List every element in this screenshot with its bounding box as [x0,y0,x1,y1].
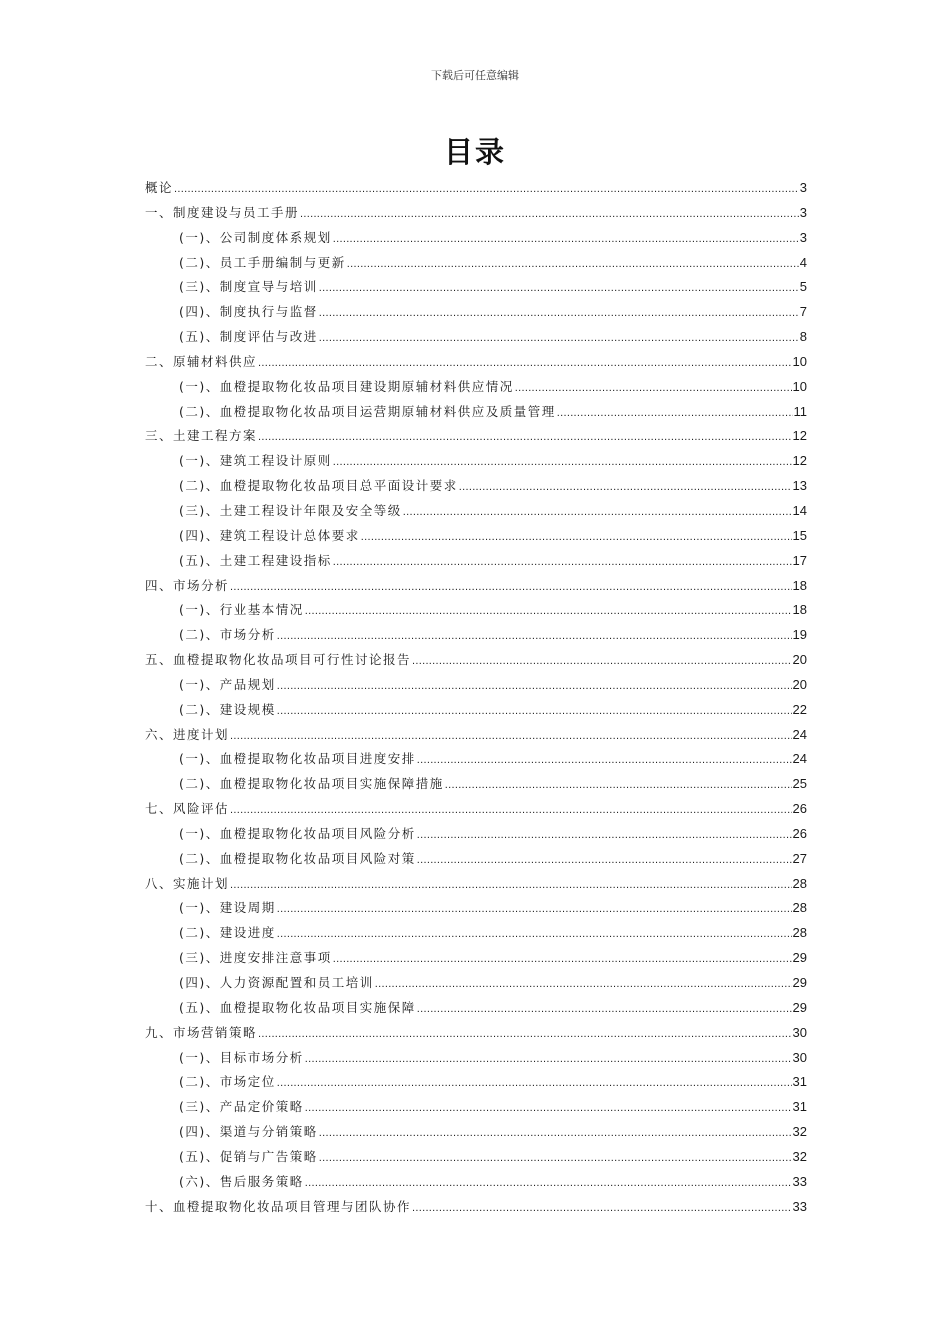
toc-leader-dots [305,1171,792,1196]
toc-entry-title: 七、风险评估 [145,801,230,817]
toc-leader-dots [375,972,792,997]
toc-entry-title: 二、原辅材料供应 [145,353,258,369]
toc-page-number: 18 [792,577,807,593]
toc-leader-dots [319,326,799,351]
toc-entry-title: (一)、产品规划 [179,676,276,692]
toc-entry-title: (三)、进度安排注意事项 [179,950,332,966]
toc-page-number: 10 [792,353,807,369]
toc-entry-title: 一、制度建设与员工手册 [145,204,300,220]
toc-leader-dots [258,425,792,450]
toc-page-number: 32 [792,1148,807,1164]
toc-entry-title: (一)、行业基本情况 [179,602,304,618]
toc-page-number: 32 [792,1124,807,1140]
toc-page-number: 8 [799,329,807,345]
toc-entry-title: (一)、血橙提取物化妆品项目进度安排 [179,751,416,767]
toc-leader-dots [417,823,792,848]
toc-entry-title: (一)、目标市场分析 [179,1049,304,1065]
toc-page-number: 24 [792,726,807,742]
toc-entry-title: (二)、员工手册编制与更新 [179,254,346,270]
toc-page-number: 26 [792,825,807,841]
toc-entry[interactable] [145,201,807,226]
toc-page-number: 11 [793,403,807,419]
toc-entry[interactable] [145,1021,807,1046]
toc-page-number: 29 [792,975,807,990]
toc-page-number: 5 [799,279,807,295]
toc-entry-title: 六、进度计划 [145,726,230,742]
toc-entry-title: (五)、促销与广告策略 [179,1148,318,1164]
toc-entry[interactable] [145,176,807,201]
toc-entry[interactable] [145,275,807,300]
toc-entry-title: (二)、血橙提取物化妆品项目总平面设计要求 [179,478,458,494]
toc-entry[interactable] [145,648,807,673]
toc-leader-dots [277,674,792,699]
toc-page-number: 13 [792,478,807,494]
toc-entry-title: (六)、售后服务策略 [179,1173,304,1189]
toc-leader-dots [300,202,799,227]
toc-leader-dots [333,550,792,575]
toc-leader-dots [333,227,799,252]
toc-page-number: 33 [792,1173,807,1189]
toc-page-number: 31 [792,1099,807,1115]
toc-leader-dots [277,699,792,724]
toc-entry-title: (二)、血橙提取物化妆品项目运营期原辅材料供应及质量管理 [179,403,556,419]
toc-page-number: 17 [792,552,807,568]
toc-entry-title: 五、血橙提取物化妆品项目可行性讨论报告 [145,652,412,668]
toc-entry-title: (四)、人力资源配置和员工培训 [179,975,374,990]
toc-entry[interactable] [145,1095,807,1120]
toc-leader-dots [230,724,792,749]
toc-leader-dots [319,276,799,301]
toc-entry-title: 四、市场分析 [145,577,230,593]
toc-page-number: 30 [792,1049,807,1065]
toc-entry[interactable] [145,921,807,946]
toc-entry[interactable] [145,574,807,599]
toc-entry[interactable] [145,499,807,524]
toc-entry[interactable] [145,1070,807,1095]
toc-page-number: 18 [792,602,807,618]
toc-leader-dots [417,848,792,873]
toc-leader-dots [459,475,792,500]
toc-page-number: 28 [792,875,807,891]
toc-page-number: 22 [792,701,807,717]
table-of-contents [145,176,807,1219]
toc-page-number: 27 [792,850,807,866]
toc-entry-title: (二)、建设进度 [179,925,276,941]
toc-entry-title: (二)、血橙提取物化妆品项目风险对策 [179,850,416,866]
toc-entry[interactable] [145,698,807,723]
toc-entry[interactable] [145,350,807,375]
toc-page-number: 20 [792,652,807,668]
toc-entry-title: (三)、土建工程设计年限及安全等级 [179,502,402,518]
toc-entry[interactable] [145,251,807,276]
toc-page-number: 3 [799,204,807,220]
toc-leader-dots [417,997,792,1022]
toc-leader-dots [445,773,792,798]
toc-entry-title: 八、实施计划 [145,875,230,891]
toc-entry[interactable] [145,623,807,648]
toc-entry-title: (一)、血橙提取物化妆品项目建设期原辅材料供应情况 [179,378,514,394]
toc-entry[interactable] [145,400,807,425]
toc-page-number: 3 [799,180,807,195]
toc-entry-title: (二)、市场分析 [179,627,276,643]
toc-entry-title: (五)、土建工程建设指标 [179,552,332,568]
toc-leader-dots [333,947,792,972]
toc-leader-dots [319,301,799,326]
toc-leader-dots [277,624,792,649]
toc-page-number: 3 [799,229,807,245]
toc-entry-title: (四)、制度执行与监督 [179,304,318,320]
toc-leader-dots [277,897,792,922]
toc-entry-title: (一)、建筑工程设计原则 [179,453,332,469]
toc-page-number: 28 [792,900,807,916]
toc-entry[interactable] [145,896,807,921]
toc-page-number: 12 [792,428,807,444]
toc-leader-dots [319,1146,792,1171]
toc-leader-dots [333,450,792,475]
toc-page-number: 26 [792,801,807,817]
toc-entry[interactable] [145,747,807,772]
toc-entry[interactable] [145,772,807,797]
toc-leader-dots [417,748,792,773]
toc-page-number: 12 [792,453,807,469]
toc-entry[interactable] [145,1170,807,1195]
toc-entry-title: (三)、制度宣导与培训 [179,279,318,295]
toc-entry[interactable] [145,797,807,822]
toc-page-number: 29 [792,999,807,1015]
toc-page-number: 14 [792,502,807,518]
toc-leader-dots [361,525,792,550]
toc-entry[interactable] [145,325,807,350]
page-header: 下载后可任意编辑 [431,69,519,82]
toc-leader-dots [277,1071,792,1096]
toc-entry[interactable] [145,1145,807,1170]
toc-page-number: 4 [799,254,807,270]
toc-entry[interactable] [145,996,807,1021]
toc-entry[interactable] [145,474,807,499]
toc-entry[interactable] [145,723,807,748]
toc-title: 目录 [443,135,506,169]
toc-page-number: 10 [792,378,807,394]
toc-entry-title: (四)、建筑工程设计总体要求 [179,527,360,543]
toc-leader-dots [258,1022,792,1047]
toc-entry-title: (二)、市场定位 [179,1074,276,1090]
toc-leader-dots [347,252,799,277]
toc-entry-title: (一)、公司制度体系规划 [179,229,332,245]
toc-entry[interactable] [145,1046,807,1071]
toc-leader-dots [258,351,792,376]
toc-page-number: 25 [792,776,807,792]
toc-entry[interactable] [145,673,807,698]
toc-leader-dots [230,873,792,898]
toc-leader-dots [412,649,792,674]
toc-entry[interactable] [145,300,807,325]
toc-page-number: 33 [792,1198,807,1214]
toc-leader-dots [305,1096,792,1121]
toc-entry[interactable] [145,872,807,897]
toc-entry[interactable] [145,946,807,971]
toc-page-number: 20 [792,676,807,692]
toc-page-number: 28 [792,925,807,941]
toc-entry-title: (五)、制度评估与改进 [179,329,318,345]
toc-leader-dots [305,599,792,624]
toc-leader-dots [319,1121,792,1146]
toc-leader-dots [174,177,799,202]
toc-entry-title: (一)、建设周期 [179,900,276,916]
toc-entry[interactable] [145,1120,807,1145]
toc-entry[interactable] [145,375,807,400]
toc-entry[interactable] [145,822,807,847]
toc-entry-title: 十、血橙提取物化妆品项目管理与团队协作 [145,1198,412,1214]
toc-leader-dots [557,401,793,426]
toc-page-number: 15 [792,527,807,543]
toc-entry[interactable] [145,524,807,549]
toc-leader-dots [403,500,792,525]
toc-leader-dots [230,798,792,823]
toc-entry-title: 九、市场营销策略 [145,1024,258,1040]
toc-leader-dots [515,376,792,401]
toc-page-number: 24 [792,751,807,767]
toc-page-number: 31 [792,1074,807,1090]
toc-entry-title: (四)、渠道与分销策略 [179,1124,318,1140]
toc-leader-dots [305,1047,792,1072]
toc-entry[interactable] [145,424,807,449]
toc-entry-title: (五)、血橙提取物化妆品项目实施保障 [179,999,416,1015]
toc-entry-title: (二)、建设规模 [179,701,276,717]
toc-entry[interactable] [145,549,807,574]
toc-entry[interactable] [145,971,807,996]
toc-leader-dots [230,575,792,600]
toc-entry-title: (二)、血橙提取物化妆品项目实施保障措施 [179,776,444,792]
toc-page-number: 19 [792,627,807,643]
toc-page-number: 29 [792,950,807,966]
toc-entry[interactable] [145,1195,807,1220]
toc-entry-title: 概论 [145,180,174,195]
toc-entry-title: (一)、血橙提取物化妆品项目风险分析 [179,825,416,841]
toc-leader-dots [277,922,792,947]
toc-entry[interactable] [145,598,807,623]
toc-entry-title: (三)、产品定价策略 [179,1099,304,1115]
toc-entry[interactable] [145,449,807,474]
toc-entry-title: 三、土建工程方案 [145,428,258,444]
toc-leader-dots [412,1196,792,1221]
toc-entry[interactable] [145,226,807,251]
toc-page-number: 7 [799,304,807,320]
toc-entry[interactable] [145,847,807,872]
toc-page-number: 30 [792,1024,807,1040]
